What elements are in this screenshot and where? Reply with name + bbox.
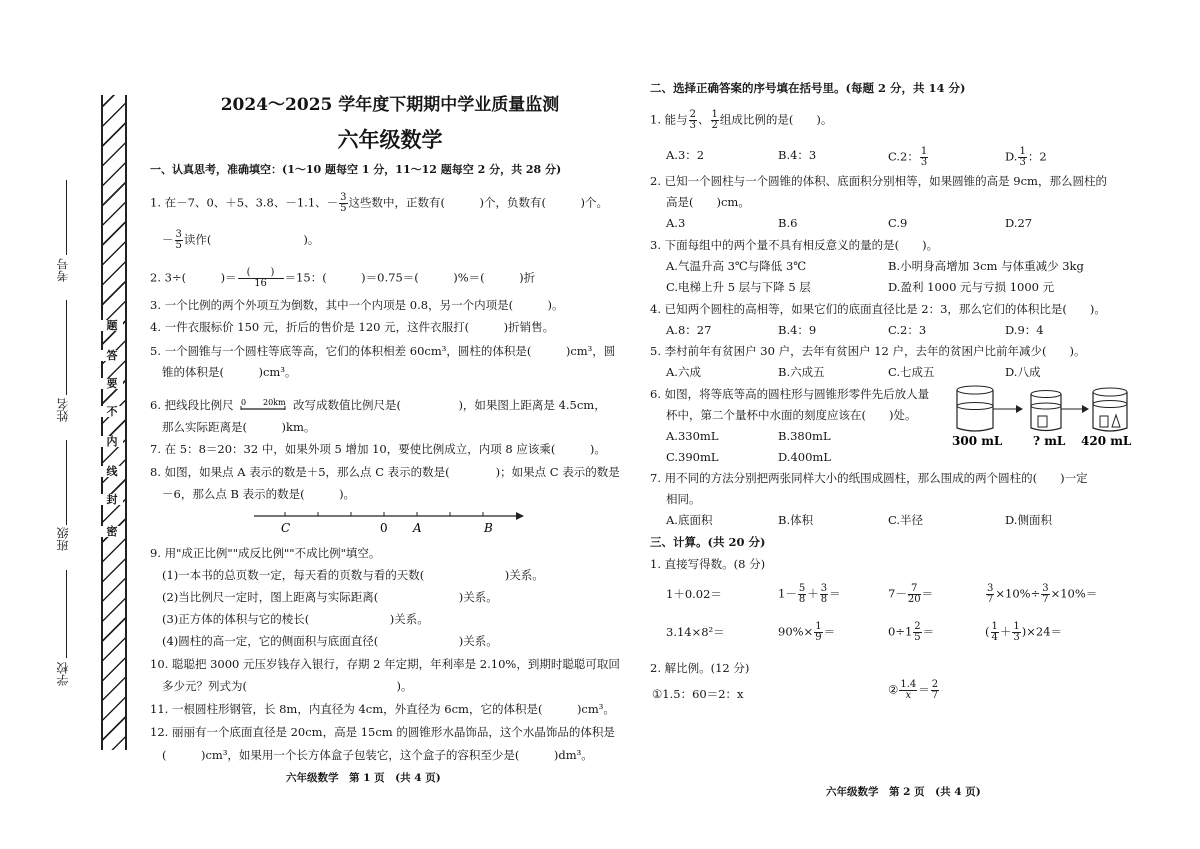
proportion-2: ② $\frac{1.4}{x}$ ＝ $\frac{2}{7}$	[888, 679, 939, 701]
line-scale-figure	[237, 397, 289, 415]
frac-den: 8	[820, 594, 828, 605]
frac-den: 7	[1042, 594, 1049, 605]
q3-line: 3. 一个比例的两个外项互为倒数，其中一个内项是 0.8，另一个内项是( )。	[150, 298, 564, 312]
s2-q7-line1: 7. 用不同的方法分别把两张同样大小的纸围成圆柱，那么围成的两个圆柱的( )一定	[650, 471, 1088, 485]
frac-den: 8	[798, 594, 806, 605]
frac-den: 2	[711, 120, 718, 131]
q10-line2: 多少元？列式为( )。	[162, 679, 413, 693]
q1-fraction-2	[175, 230, 183, 251]
s2-q6-opt-d: D.400mL	[778, 450, 831, 464]
number-line	[250, 508, 525, 538]
frac-1.4-x	[899, 680, 917, 701]
frac-3-8	[820, 584, 828, 605]
binding-hatch	[101, 95, 127, 750]
s3-sub1: 1. 直接写得数。(8 分)	[650, 557, 766, 571]
s2-q5-opt-a: A.六成	[666, 365, 701, 379]
seal-char: 内	[101, 436, 123, 447]
q9-line: 9. 用"成正比例""成反比例""不成比例"填空。	[150, 546, 381, 560]
frac-den: 3	[689, 120, 697, 131]
q5-line1: 5. 一个圆锥与一个圆柱等底等高，它们的体积相差 60cm³，圆柱的体积是( )cm³，圆	[150, 344, 616, 358]
frac-num: 7	[908, 584, 921, 595]
q8-line2: －6，那么点 B 表示的数是( )。	[162, 487, 356, 501]
frac-den: 20	[907, 594, 921, 605]
exam-title: 2024～2025 学年度下期期中学业质量监测	[220, 95, 560, 115]
frac-num: 3	[340, 192, 347, 203]
s2-q1-line: 1. 能与 $\frac{2}{3}$ 、 $\frac{1}{2}$ 组成比例的是( )。	[650, 109, 833, 131]
q11-line: 11. 一根圆柱形钢管，长 8m，内直径为 4cm，外直径为 6cm，它的体积是( )cm³。	[150, 702, 615, 716]
s2-q6-opt-b: B.380mL	[778, 429, 831, 443]
section2-heading: 二、选择正确答案的序号填在括号里。(每题 2 分，共 14 分)	[650, 81, 966, 95]
cup2-label: ? mL	[1033, 434, 1066, 448]
cup1-label: 300 mL	[952, 434, 1003, 448]
frac-num: 2	[689, 109, 697, 120]
calc-1: 1＋0.02＝	[666, 587, 722, 601]
q6-text-a: 6. 把线段比例尺	[150, 398, 234, 412]
seal-char: 密	[101, 526, 123, 537]
calc-2: 1－ $\frac{5}{8}$ ＋ $\frac{3}{8}$ ＝	[778, 583, 841, 605]
frac-num: 1.4	[900, 679, 917, 690]
s2-q2-line2: 高是( )cm。	[666, 195, 750, 209]
s2-q5-opt-d: D.八成	[1005, 365, 1041, 379]
calc-text: 0÷1	[888, 624, 913, 639]
s2-q3-opt-a: A.气温升高 3℃与降低 3℃	[666, 259, 807, 273]
calc-8: ( $\frac{1}{4}$ ＋ $\frac{1}{3}$ )×24＝	[985, 621, 1063, 643]
calc-text: 7－	[888, 586, 907, 601]
s2-q7-line2: 相同。	[666, 492, 701, 506]
class-label: 班级	[56, 527, 70, 551]
frac-3-7	[1041, 584, 1049, 605]
kaohao-line	[66, 180, 67, 255]
calc-text: ×10%÷	[995, 586, 1041, 601]
calc-5: 3.14×8²＝	[666, 625, 725, 639]
frac-num: 1	[711, 109, 718, 120]
frac-num: 3	[987, 583, 994, 594]
frac-den: 9	[815, 632, 822, 643]
s2-q7-opt-a: A.底面积	[666, 513, 713, 527]
s2-q1-text-b: 组成比例的是( )。	[719, 112, 833, 127]
q1-text-c: 读作( )。	[183, 232, 320, 247]
q1-text-a: 1. 在－7、0、＋5、3.8、－1.1、－	[150, 195, 339, 210]
calc-6: 90%× $\frac{1}{9}$ ＝	[778, 621, 836, 643]
s2-q7-opt-c: C.半径	[888, 513, 924, 527]
seal-char: 封	[101, 494, 123, 505]
s2-q4-line: 4. 已知两个圆柱的高相等，如果它们的底面直径比是 2：3，那么它们的体积比是( )。	[650, 302, 1106, 316]
name-label: 姓名	[56, 398, 70, 422]
q6-line2: 那么实际距离是( )km。	[162, 420, 316, 434]
s2-q7-opt-d: D.侧面积	[1005, 513, 1052, 527]
s2-q1-text-a: 1. 能与	[650, 112, 688, 127]
frac-2-5	[913, 622, 921, 643]
s2-q2-line1: 2. 已知一个圆柱与一个圆锥的体积、底面积分别相等，如果圆锥的高是 9cm，那么圆柱的	[650, 174, 1107, 188]
q12-line2: ( )cm³，如果用一个长方体盒子包装它，这个盒子的容积至少是( )dm³。	[162, 748, 593, 762]
name-line	[66, 300, 67, 395]
frac-den: 5	[340, 203, 347, 214]
q8-line1: 8. 如图，如果点 A 表示的数是＋5，那么点 C 表示的数是( )；如果点 C 表示的数是	[150, 465, 620, 479]
s2-q1-opt-a: A.3：2	[666, 148, 705, 162]
s2-q2-opt-d: D.27	[1005, 216, 1033, 230]
s2-q7-opt-b: B.体积	[778, 513, 814, 527]
q1-line2	[162, 230, 319, 251]
s2-q5-opt-b: B.六成五	[778, 365, 825, 379]
frac-den: 5	[175, 240, 182, 251]
q2-text-a: 2. 3÷( )＝	[150, 270, 237, 285]
q6-text-b: 改写成数值比例尺是( )，如果图上距离是 4.5cm，	[292, 398, 606, 412]
frac-num: 5	[798, 583, 806, 594]
frac-num: 3	[1042, 583, 1049, 594]
s2-q1-opt-b: B.4：3	[778, 148, 817, 162]
frac-den: 4	[991, 632, 998, 643]
frac-5-8	[798, 584, 806, 605]
q7-line: 7. 在 5：8＝20：32 中，如果外项 5 增加 10，要使比例成立，内项 8 应该乘( )。	[150, 442, 606, 456]
seal-char: 要	[101, 378, 123, 389]
proportion-1: ①1.5：60＝2：x	[652, 687, 744, 701]
kaohao-label: 考号	[56, 258, 70, 282]
frac-den: 3	[1019, 157, 1026, 168]
seal-char: 题	[101, 320, 123, 331]
s2-q1-opt-c	[888, 147, 929, 168]
q9-3-line: (3)正方体的体积与它的棱长( )关系。	[162, 612, 429, 626]
frac-num: 1	[1013, 621, 1020, 632]
school-line	[66, 570, 67, 658]
calc-7: 0÷1 $\frac{2}{5}$ ＝	[888, 621, 935, 643]
s2-q3-opt-c: C.电梯上升 5 层与下降 5 层	[666, 280, 811, 294]
s2-q2-opt-b: B.6	[778, 216, 798, 230]
cup3-label: 420 mL	[1081, 434, 1132, 448]
frac-num: 3	[820, 583, 828, 594]
q1-line1	[150, 193, 608, 214]
q1-fraction	[339, 193, 347, 214]
calc-3: 7－ $\frac{7}{20}$ ＝	[888, 583, 934, 605]
frac-1-3	[1018, 147, 1026, 168]
frac-1-4	[991, 622, 999, 643]
q4-line: 4. 一件衣服标价 150 元，折后的售价是 120 元，这件衣服打( )折销售。	[150, 320, 555, 334]
frac-2-3	[689, 110, 697, 131]
point-a-label: A	[413, 521, 422, 535]
zero-label: 0	[380, 521, 388, 535]
s2-q5-opt-c: C.七成五	[888, 365, 935, 379]
q5-line2: 锥的体积是( )cm³。	[162, 365, 297, 379]
frac-den: 16	[254, 278, 267, 289]
exam-subtitle: 六年级数学	[337, 127, 443, 152]
seal-char: 答	[101, 350, 123, 361]
frac-1-3	[920, 147, 928, 168]
q9-4-line: (4)圆柱的高一定，它的侧面积与底面直径( )关系。	[162, 634, 498, 648]
scale-label: 20km	[263, 398, 286, 407]
calc-text: 1－	[778, 586, 797, 601]
frac-num: 2	[931, 679, 939, 690]
scale-zero: 0	[241, 398, 247, 407]
frac-den: 7	[987, 594, 994, 605]
s2-q3-line: 3. 下面每组中的两个量不具有相反意义的量的是( )。	[650, 238, 939, 252]
q2-text-b: ＝15：( )＝0.75＝( )%＝( )折	[284, 270, 536, 285]
s2-q6-opt-a: A.330mL	[666, 429, 719, 443]
frac-num: 1	[1019, 146, 1026, 157]
q2-line	[150, 268, 535, 289]
prop-label: ②	[888, 682, 899, 697]
class-line	[66, 440, 67, 525]
s2-q6-line2: 杯中，第二个量杯中水面的刻度应该在( )处。	[666, 408, 917, 422]
q1-text-b: 这些数中，正数有( )个，负数有( )个。	[348, 195, 608, 210]
frac-den: 7	[931, 690, 939, 701]
s3-sub2: 2. 解比例。(12 分)	[650, 661, 750, 675]
frac-num: 1	[815, 621, 822, 632]
s2-q6-line1: 6. 如图，将等底等高的圆柱形与圆锥形零件先后放人量	[650, 387, 930, 401]
q10-line1: 10. 聪聪把 3000 元压岁钱存入银行，存期 2 年定期，年利率是 2.10%，到期时聪聪可取回	[150, 657, 620, 671]
q9-2-line: (2)当比例尺一定时，图上距离与实际距离( )关系。	[162, 590, 498, 604]
opt-text: D.	[1005, 149, 1018, 164]
frac-num-blank: ( )	[238, 268, 284, 279]
point-b-label: B	[484, 521, 493, 535]
calc-4: $\frac{3}{7}$ ×10%÷ $\frac{3}{7}$ ×10%＝	[987, 583, 1098, 605]
frac-3-7	[986, 584, 994, 605]
footer-left: 六年级数学 第 1 页 (共 4 页)	[286, 772, 441, 784]
q12-line1: 12. 丽丽有一个底面直径是 20cm，高是 15cm 的圆锥形水晶饰品，这个水晶饰品的体积是	[150, 725, 615, 739]
frac-den: 3	[920, 157, 928, 168]
s2-q4-opt-d: D.9：4	[1005, 323, 1044, 337]
q1-minus: －	[162, 232, 174, 247]
s2-q6-opt-c: C.390mL	[666, 450, 719, 464]
s2-q5-line: 5. 李村前年有贫困户 30 户，去年有贫困户 12 户，去年的贫困户比前年减少( )。	[650, 344, 1086, 358]
q6-line1	[150, 397, 606, 415]
q9-1-line: (1)一本书的总页数一定，每天看的页数与看的天数( )关系。	[162, 568, 544, 582]
s2-q3-opt-d: D.盈利 1000 元与亏损 1000 元	[888, 280, 1055, 294]
s2-q2-opt-a: A.3	[666, 216, 686, 230]
frac-den: x	[905, 690, 912, 701]
measuring-cups-figure	[950, 382, 1135, 448]
opt-text: C.2：	[888, 149, 919, 164]
frac-1-2	[711, 110, 719, 131]
q2-fraction	[238, 268, 284, 289]
frac-den: 5	[914, 632, 921, 643]
seal-char: 不	[101, 406, 123, 417]
frac-den: 3	[1013, 632, 1020, 643]
frac-1-3	[1012, 622, 1020, 643]
s2-q4-opt-b: B.4：9	[778, 323, 817, 337]
s2-q4-opt-a: A.8：27	[666, 323, 712, 337]
section3-heading: 三、计算。(共 20 分)	[650, 535, 766, 549]
footer-right: 六年级数学 第 2 页 (共 4 页)	[826, 786, 981, 798]
school-label: 学校	[56, 662, 70, 686]
frac-7-20	[908, 584, 921, 605]
s2-q1-opt-d: D. $\frac{1}{3}$ ：2	[1005, 146, 1047, 168]
s2-q3-opt-b: B.小明身高增加 3cm 与体重减少 3kg	[888, 259, 1084, 273]
frac-1-9	[814, 622, 822, 643]
frac-num: 1	[991, 621, 998, 632]
frac-num: 2	[914, 621, 921, 632]
frac-2-7	[931, 680, 939, 701]
frac-num: 3	[175, 229, 182, 240]
frac-num: 1	[920, 146, 928, 157]
section1-heading: 一、认真思考，准确填空：(1～10 题每空 1 分，11～12 题每空 2 分，共 28 分)	[150, 163, 562, 176]
s2-q4-opt-c: C.2：3	[888, 323, 927, 337]
seal-char: 线	[101, 466, 123, 477]
calc-text: 90%×	[778, 624, 814, 639]
s2-q2-opt-c: C.9	[888, 216, 908, 230]
point-c-label: C	[281, 521, 291, 535]
